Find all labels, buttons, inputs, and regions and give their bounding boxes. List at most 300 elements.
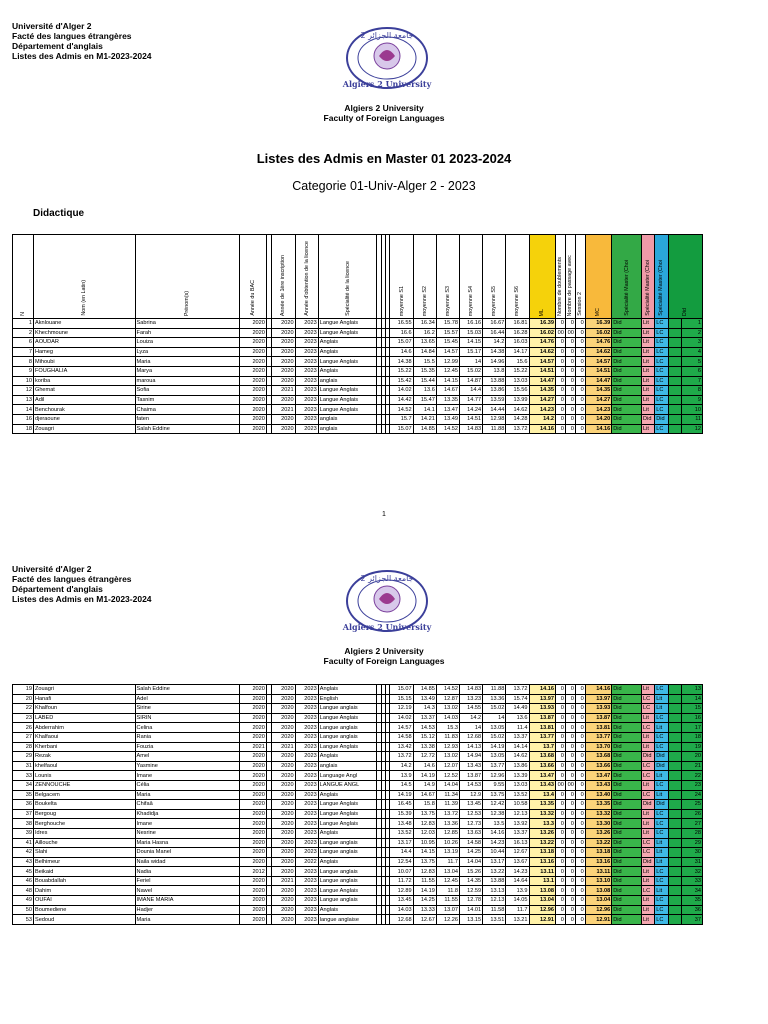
cell-nom: LABED (33, 713, 135, 723)
cell-choice-1: Did (612, 752, 642, 762)
table-row (13, 347, 703, 357)
cell-did-spacer (668, 752, 681, 762)
cell-ml: 13.97 (529, 694, 555, 704)
cell-specialite: Anglais (318, 790, 377, 800)
cell-s4: 13.87 (459, 771, 482, 781)
logo-latin-text: Algiers 2 University (342, 622, 432, 632)
cell-choice-1: Did (612, 915, 642, 925)
cell-choice-3: Did (655, 800, 668, 810)
cell-bac: 2020 (240, 809, 266, 819)
cell-choice-2: Lit (642, 742, 655, 752)
cell-doublement: 0 (555, 347, 565, 357)
cell-ml: 14.16 (529, 685, 555, 695)
col-header-s3: moyenne S3 (436, 235, 459, 319)
cell-nom: Hanafi (33, 694, 135, 704)
cell-s2: 15.44 (413, 376, 436, 386)
table-row (13, 761, 703, 771)
cell-rank: 23 (681, 780, 702, 790)
cell-prenom: Salah Eddine (135, 685, 240, 695)
cell-did-spacer (668, 694, 681, 704)
cell-choice-1: Did (612, 732, 642, 742)
cell-obtention: 2023 (295, 395, 318, 405)
cell-first-reg: 2020 (272, 376, 295, 386)
cell-doublement: 0 (555, 876, 565, 886)
cell-choice-3: Did (655, 761, 668, 771)
cell-session2: 0 (575, 694, 585, 704)
cell-session2: 0 (575, 876, 585, 886)
cell-doublement: 00 (555, 780, 565, 790)
cell-choice-1: Did (612, 876, 642, 886)
cell-obtention: 2023 (295, 723, 318, 733)
cell-nom: Sedoud (33, 915, 135, 925)
cell-rank: 35 (681, 896, 702, 906)
cell-choice-3: LC (655, 405, 668, 415)
header-department: Département d'anglais (12, 584, 103, 594)
cell-choice-3: LC (655, 905, 668, 915)
cell-obtention: 2023 (295, 915, 318, 925)
cell-choice-2: Lit (642, 386, 655, 396)
cell-specialite: Anglais (318, 347, 377, 357)
row-number: 46 (13, 876, 34, 886)
cell-passage: 0 (565, 694, 575, 704)
cell-s4: 14.55 (459, 704, 482, 714)
table-row (13, 376, 703, 386)
cell-choice-2: Lit (642, 780, 655, 790)
cell-s6: 16.03 (506, 338, 529, 348)
university-block (0, 646, 768, 666)
cell-s2: 13.75 (413, 857, 436, 867)
cell-passage: 0 (565, 685, 575, 695)
cell-rank: 25 (681, 800, 702, 810)
cell-obtention: 2023 (295, 790, 318, 800)
header-department: Département d'anglais (12, 41, 103, 51)
cell-bac: 2020 (240, 338, 266, 348)
cell-choice-1: Did (612, 338, 642, 348)
cell-s5: 11.88 (483, 685, 506, 695)
col-header-bac: Année du BAC (240, 235, 266, 319)
cell-nom: ZENNOUCHE (33, 780, 135, 790)
cell-s1: 13.9 (390, 771, 413, 781)
cell-passage: 0 (565, 414, 575, 424)
table-row (13, 790, 703, 800)
cell-rank: 28 (681, 828, 702, 838)
cell-nom: Kherbani (33, 742, 135, 752)
cell-specialite: anglais (318, 424, 377, 434)
cell-choice-2: LC (642, 704, 655, 714)
cell-s1: 15.42 (390, 376, 413, 386)
cell-rank: 4 (681, 347, 702, 357)
cell-first-reg: 2020 (272, 723, 295, 733)
cell-session2: 0 (575, 338, 585, 348)
row-number: 29 (13, 752, 34, 762)
row-number: 12 (13, 386, 34, 396)
cell-s6: 11.7 (506, 905, 529, 915)
table-row (13, 414, 703, 424)
cell-s6: 13.52 (506, 790, 529, 800)
cell-prenom: Sirine (135, 704, 240, 714)
cell-first-reg: 2020 (272, 819, 295, 829)
cell-rank: 17 (681, 723, 702, 733)
cell-choice-2: LC (642, 761, 655, 771)
cell-ml: 13.81 (529, 723, 555, 733)
cell-session2: 0 (575, 704, 585, 714)
cell-s4: 12.73 (459, 819, 482, 829)
cell-mc: 14.51 (585, 366, 611, 376)
table-row (13, 723, 703, 733)
cell-choice-1: Did (612, 838, 642, 848)
cell-prenom: Lyza (135, 347, 240, 357)
cell-s2: 14.84 (413, 347, 436, 357)
cell-s3: 13.36 (436, 819, 459, 829)
cell-s6: 14.05 (506, 896, 529, 906)
cell-first-reg: 2020 (272, 867, 295, 877)
cell-did-spacer (668, 790, 681, 800)
cell-ml: 13.47 (529, 771, 555, 781)
cell-s5: 13.13 (483, 886, 506, 896)
cell-prenom: Louiza (135, 338, 240, 348)
cell-mc: 14.35 (585, 386, 611, 396)
cell-s4: 13.45 (459, 800, 482, 810)
cell-s3: 13.47 (436, 405, 459, 415)
row-number: 45 (13, 867, 34, 877)
cell-first-reg: 2020 (272, 395, 295, 405)
cell-s6: 14.49 (506, 704, 529, 714)
cell-s5: 15.02 (483, 732, 506, 742)
cell-choice-1: Did (612, 386, 642, 396)
cell-choice-2: Lit (642, 338, 655, 348)
cell-choice-3: LC (655, 366, 668, 376)
cell-obtention: 2023 (295, 752, 318, 762)
cell-s1: 14.6 (390, 347, 413, 357)
cell-passage: 0 (565, 905, 575, 915)
cell-ml: 13.43 (529, 780, 555, 790)
col-header-nom: Nom (en Latin) (33, 235, 135, 319)
cell-ml: 13.93 (529, 704, 555, 714)
cell-first-reg: 2020 (272, 347, 295, 357)
cell-did-spacer (668, 780, 681, 790)
cell-choice-1: Did (612, 886, 642, 896)
cell-doublement: 0 (555, 800, 565, 810)
cell-did-spacer (668, 886, 681, 896)
cell-passage: 0 (565, 732, 575, 742)
cell-specialite: English (318, 694, 377, 704)
cell-s3: 12.07 (436, 761, 459, 771)
cell-prenom: Celina (135, 723, 240, 733)
cell-prenom: Maria (135, 915, 240, 925)
cell-s1: 16.55 (390, 319, 413, 329)
cell-ml: 13.04 (529, 896, 555, 906)
cell-session2: 0 (575, 347, 585, 357)
cell-s3: 13.35 (436, 395, 459, 405)
cell-first-reg: 2020 (272, 790, 295, 800)
admis-table-page-1 (12, 234, 703, 434)
cell-first-reg: 2021 (272, 386, 295, 396)
table-row (13, 742, 703, 752)
cell-passage: 0 (565, 386, 575, 396)
cell-s5: 13.88 (483, 876, 506, 886)
cell-rank: 5 (681, 357, 702, 367)
cell-passage: 0 (565, 896, 575, 906)
cell-s5: 13.88 (483, 376, 506, 386)
cell-session2: 0 (575, 819, 585, 829)
cell-prenom: Célia (135, 780, 240, 790)
cell-s1: 13.42 (390, 742, 413, 752)
cell-did-spacer (668, 915, 681, 925)
cell-bac: 2020 (240, 761, 266, 771)
cell-choice-2: Did (642, 414, 655, 424)
cell-s1: 12.19 (390, 704, 413, 714)
cell-s2: 13.65 (413, 338, 436, 348)
cell-session2: 0 (575, 685, 585, 695)
row-number: 14 (13, 405, 34, 415)
cell-did-spacer (668, 347, 681, 357)
cell-s1: 14.4 (390, 848, 413, 858)
cell-choice-2: Lit (642, 896, 655, 906)
table-row (13, 876, 703, 886)
cell-nom: Mihoubi (33, 357, 135, 367)
institution-header (12, 564, 152, 604)
cell-choice-2: Lit (642, 395, 655, 405)
cell-nom: Bouabdallah (33, 876, 135, 886)
cell-passage: 0 (565, 809, 575, 819)
cell-s3: 12.85 (436, 828, 459, 838)
cell-prenom: Sabrina (135, 319, 240, 329)
cell-s4: 14.51 (459, 414, 482, 424)
cell-prenom: Naila widad (135, 857, 240, 867)
cell-choice-3: Lit (655, 886, 668, 896)
cell-choice-1: Did (612, 357, 642, 367)
cell-nom: Hameg (33, 347, 135, 357)
cell-first-reg: 2021 (272, 876, 295, 886)
cell-doublement: 00 (555, 328, 565, 338)
cell-s2: 10.95 (413, 838, 436, 848)
cell-specialite: Langue Anglais (318, 809, 377, 819)
cell-specialite: Langue Anglais (318, 819, 377, 829)
cell-passage: 0 (565, 819, 575, 829)
cell-bac: 2020 (240, 347, 266, 357)
cell-ml: 14.76 (529, 338, 555, 348)
cell-obtention: 2023 (295, 867, 318, 877)
cell-s2: 15.12 (413, 732, 436, 742)
table-body-page-1 (13, 319, 703, 434)
cell-first-reg: 2020 (272, 800, 295, 810)
cell-s6: 13.72 (506, 685, 529, 695)
row-number: 6 (13, 338, 34, 348)
header-university: Université d'Alger 2 (12, 21, 92, 31)
cell-mc: 14.57 (585, 357, 611, 367)
cell-passage: 0 (565, 790, 575, 800)
cell-mc: 13.81 (585, 723, 611, 733)
cell-mc: 13.68 (585, 752, 611, 762)
cell-session2: 0 (575, 742, 585, 752)
cell-ml: 13.68 (529, 752, 555, 762)
university-logo (339, 24, 435, 94)
cell-mc: 14.76 (585, 338, 611, 348)
cell-choice-2: LC (642, 723, 655, 733)
cell-s5: 14.23 (483, 838, 506, 848)
cell-session2: 0 (575, 357, 585, 367)
cell-prenom: Farah (135, 328, 240, 338)
cell-first-reg: 2020 (272, 848, 295, 858)
cell-mc: 13.77 (585, 732, 611, 742)
cell-mc: 13.04 (585, 896, 611, 906)
cell-s5: 12.38 (483, 809, 506, 819)
cell-session2: 0 (575, 328, 585, 338)
cell-doublement: 0 (555, 395, 565, 405)
cell-prenom: Nadia (135, 867, 240, 877)
cell-first-reg: 2020 (272, 732, 295, 742)
cell-mc: 12.96 (585, 905, 611, 915)
cell-bac: 2020 (240, 848, 266, 858)
cell-s2: 14.85 (413, 685, 436, 695)
cell-s4: 12.59 (459, 886, 482, 896)
cell-s3: 14.03 (436, 713, 459, 723)
cell-specialite: Langue anglais (318, 723, 377, 733)
cell-did-spacer (668, 685, 681, 695)
cell-choice-1: Did (612, 828, 642, 838)
cell-first-reg: 2020 (272, 414, 295, 424)
row-number: 9 (13, 366, 34, 376)
cell-s5: 13.51 (483, 915, 506, 925)
logo-arabic-text: جامعة الجزائر 2 (360, 31, 414, 40)
cell-mc: 14.20 (585, 414, 611, 424)
cell-doublement: 0 (555, 366, 565, 376)
cell-choice-2: Lit (642, 828, 655, 838)
cell-s1: 11.72 (390, 876, 413, 886)
cell-nom: Slahi (33, 848, 135, 858)
cell-mc: 13.16 (585, 857, 611, 867)
col-header-did: Did (668, 235, 703, 319)
cell-passage: 0 (565, 723, 575, 733)
cell-s1: 15.07 (390, 685, 413, 695)
cell-mc: 13.32 (585, 809, 611, 819)
cell-passage: 0 (565, 713, 575, 723)
row-number: 43 (13, 857, 34, 867)
cell-s5: 14.38 (483, 347, 506, 357)
cell-choice-1: Did (612, 376, 642, 386)
cell-s4: 12.78 (459, 896, 482, 906)
cell-doublement: 0 (555, 905, 565, 915)
row-number: 22 (13, 704, 34, 714)
cell-obtention: 2023 (295, 876, 318, 886)
cell-nom: Bergoug (33, 809, 135, 819)
section-label: Didactique (33, 208, 85, 219)
cell-s6: 14.62 (506, 752, 529, 762)
cell-s2: 12.72 (413, 752, 436, 762)
cell-rank: 27 (681, 819, 702, 829)
col-header-doublement: Nombre de doublements (555, 235, 565, 319)
cell-bac: 2020 (240, 838, 266, 848)
cell-ml: 12.91 (529, 915, 555, 925)
cell-prenom: Khadidja (135, 809, 240, 819)
cell-s1: 14.03 (390, 905, 413, 915)
cell-doublement: 0 (555, 357, 565, 367)
cell-did-spacer (668, 732, 681, 742)
cell-s3: 13.07 (436, 905, 459, 915)
cell-choice-2: Lit (642, 424, 655, 434)
cell-choice-1: Did (612, 328, 642, 338)
cell-prenom: IMANE MARIA (135, 896, 240, 906)
cell-bac: 2020 (240, 685, 266, 695)
cell-obtention: 2023 (295, 357, 318, 367)
cell-s6: 13.67 (506, 857, 529, 867)
cell-s3: 12.87 (436, 694, 459, 704)
cell-choice-3: LC (655, 809, 668, 819)
cell-s1: 16.45 (390, 800, 413, 810)
cell-rank: 34 (681, 886, 702, 896)
cell-s4: 13.63 (459, 828, 482, 838)
table-row (13, 328, 703, 338)
table-row (13, 819, 703, 829)
cell-obtention: 2023 (295, 780, 318, 790)
cell-choice-1: Did (612, 848, 642, 858)
cell-s3: 14.67 (436, 386, 459, 396)
cell-doublement: 0 (555, 414, 565, 424)
cell-obtention: 2023 (295, 713, 318, 723)
university-name: Algiers 2 University (344, 103, 424, 113)
cell-prenom: SIRIN (135, 713, 240, 723)
cell-session2: 0 (575, 723, 585, 733)
cell-prenom: Dounia Manel (135, 848, 240, 858)
cell-choice-2: Lit (642, 809, 655, 819)
cell-specialite: LANGUE ANGL (318, 780, 377, 790)
cell-ml: 16.39 (529, 319, 555, 329)
cell-specialite: Langue anglais (318, 848, 377, 858)
cell-specialite: anglais (318, 376, 377, 386)
cell-mc: 13.70 (585, 742, 611, 752)
cell-specialite: Langue Anglais (318, 886, 377, 896)
cell-doublement: 0 (555, 338, 565, 348)
cell-doublement: 0 (555, 723, 565, 733)
cell-choice-3: LC (655, 713, 668, 723)
cell-s3: 14.52 (436, 424, 459, 434)
cell-mc: 14.47 (585, 376, 611, 386)
cell-s5: 11.88 (483, 424, 506, 434)
cell-choice-2: Lit (642, 685, 655, 695)
cell-nom: Belgacem (33, 790, 135, 800)
row-number: 41 (13, 838, 34, 848)
cell-first-reg: 2020 (272, 771, 295, 781)
cell-specialite: Langue Anglais (318, 800, 377, 810)
cell-ml: 13.7 (529, 742, 555, 752)
cell-passage: 0 (565, 800, 575, 810)
cell-passage: 0 (565, 366, 575, 376)
cell-choice-1: Did (612, 819, 642, 829)
cell-mc: 13.47 (585, 771, 611, 781)
cell-passage: 0 (565, 828, 575, 838)
cell-passage: 0 (565, 867, 575, 877)
cell-first-reg: 2021 (272, 742, 295, 752)
cell-s6: 16.81 (506, 319, 529, 329)
cell-obtention: 2023 (295, 828, 318, 838)
cell-obtention: 2023 (295, 366, 318, 376)
cell-bac: 2020 (240, 886, 266, 896)
cell-s2: 13.33 (413, 905, 436, 915)
cell-bac: 2020 (240, 395, 266, 405)
cell-bac: 2020 (240, 328, 266, 338)
row-number: 2 (13, 328, 34, 338)
table-header-row (13, 235, 703, 319)
cell-rank: 19 (681, 742, 702, 752)
cell-ml: 13.32 (529, 809, 555, 819)
col-header-specialite: Spécialité de la licence (318, 235, 377, 319)
cell-bac: 2020 (240, 819, 266, 829)
header-list-title: Listes des Admis en M1-2023-2024 (12, 594, 152, 604)
cell-choice-2: Did (642, 857, 655, 867)
cell-s5: 13.86 (483, 386, 506, 396)
cell-choice-1: Did (612, 395, 642, 405)
row-number: 37 (13, 809, 34, 819)
